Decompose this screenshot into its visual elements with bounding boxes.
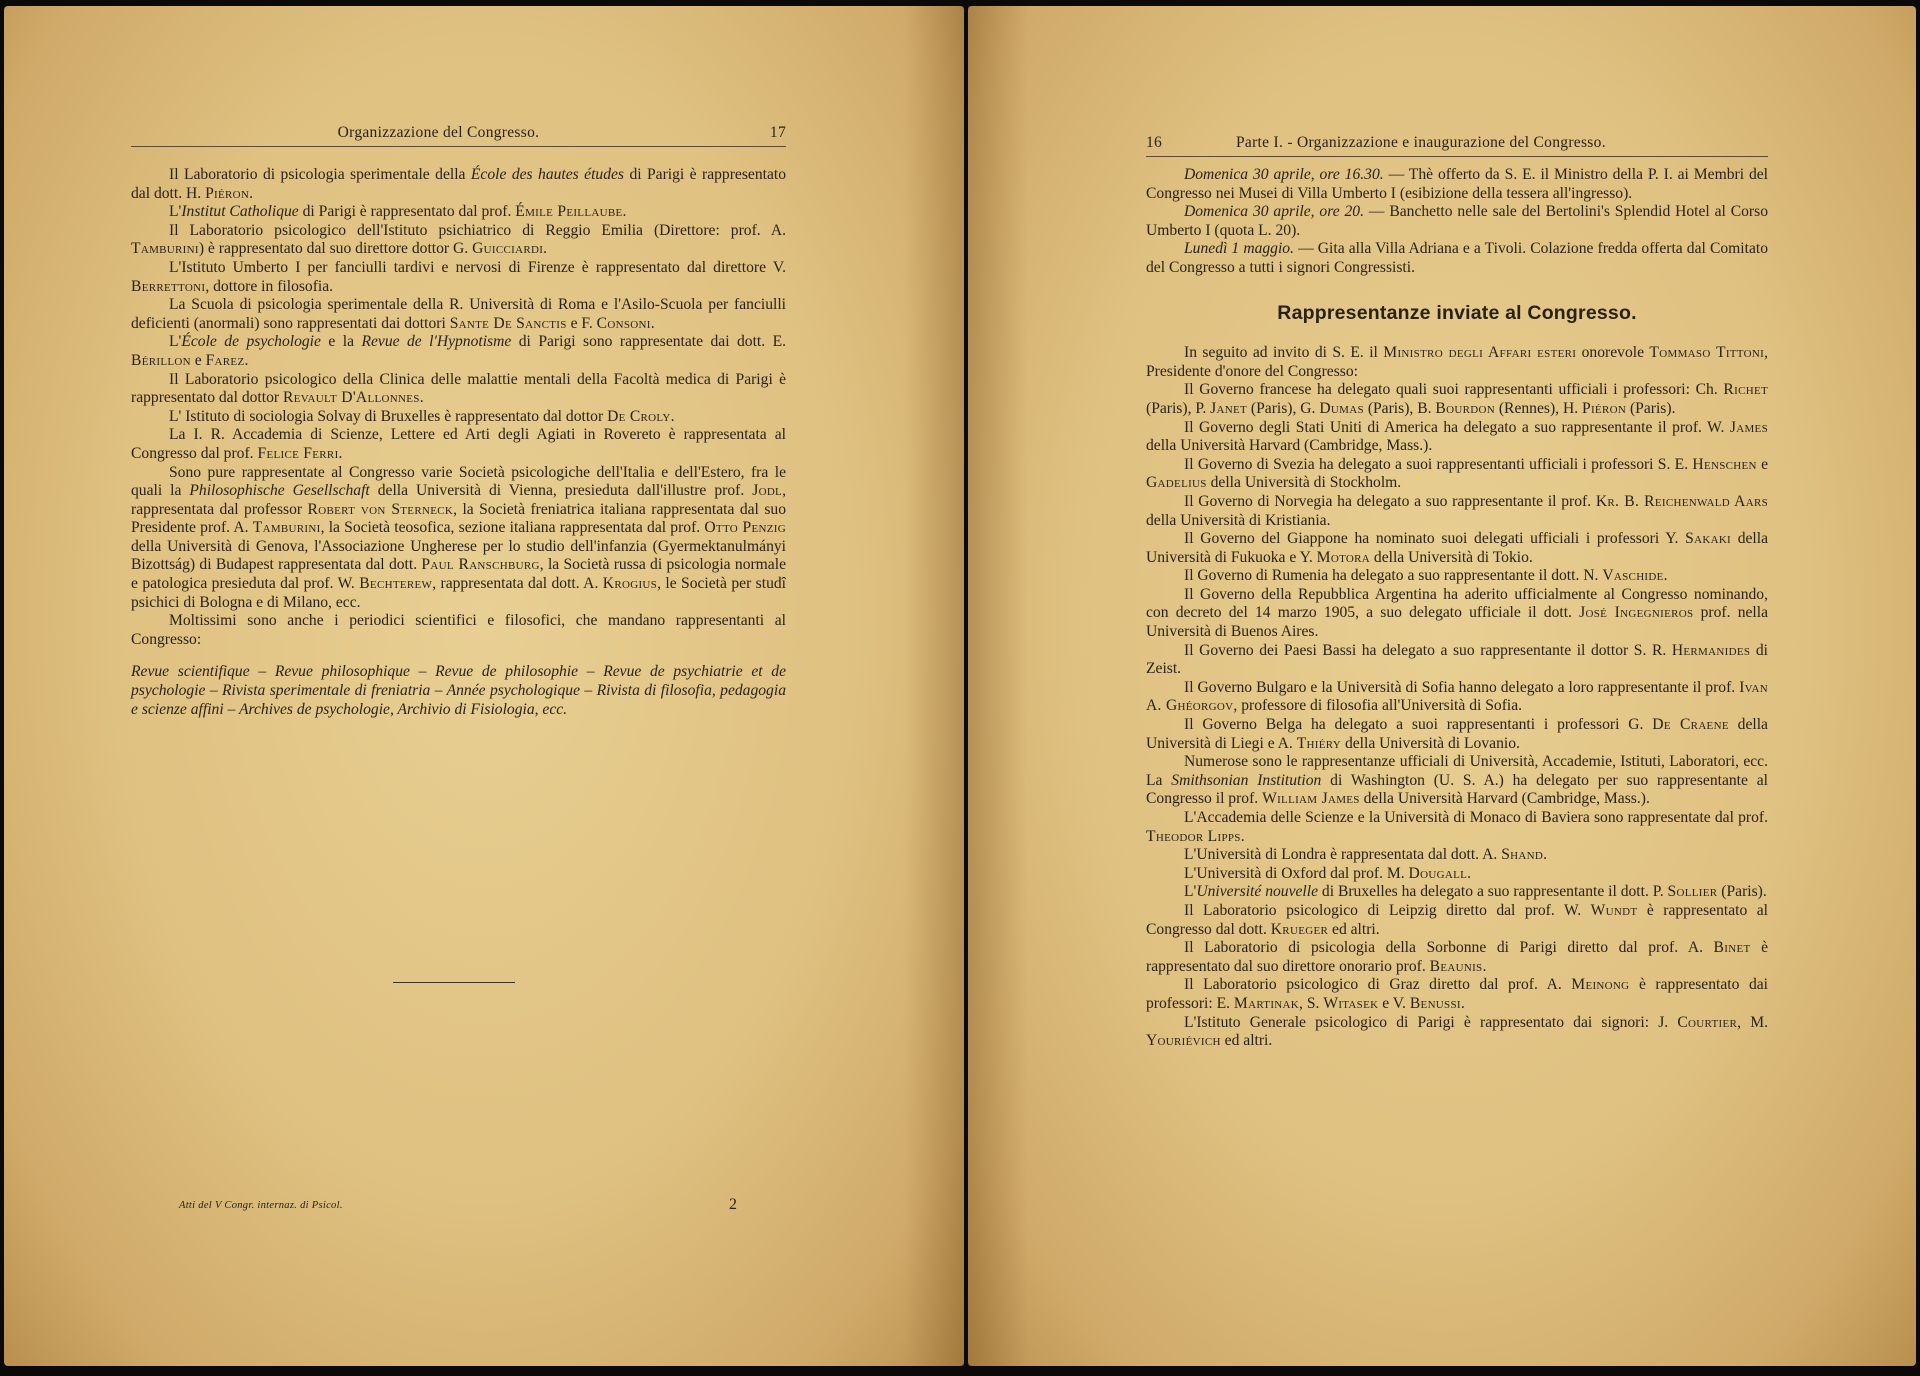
paragraph: L'Università di Londra è rappresentata dal dott. A. Shand. <box>1184 846 1548 864</box>
small-caps-name: Sakaki <box>1685 530 1732 548</box>
small-caps-name: Felice Ferri <box>257 444 339 462</box>
journals-list: Revue scientifique – Revue philosophique – Revue de philosophie – Revue de psychiatrie et de psychologie – Rivista sperimentale di freniatria – Année psychologique – Rivista di filosofia, pedagogia e scienze affini – Archives de psychologie, Archivio di Fisiologia, ecc. <box>131 663 786 718</box>
small-caps-name: Beaunis <box>1429 957 1483 975</box>
small-caps-name: Benussi <box>1409 994 1461 1012</box>
small-caps-name: Piéron <box>1582 399 1627 417</box>
running-head-title: Parte I. - Organizzazione e inaugurazione del Congresso. <box>1236 134 1606 151</box>
paragraph: L'Istituto Umberto I per fanciulli tardivi e nervosi di Firenze è rappresentato dal direttore V. Berrettoni, dottore in filosofia. <box>131 258 786 295</box>
paragraph: Il Governo degli Stati Uniti di America ha delegato a suo rappresentante il prof. W. James della Università Harvard (Cambridge, Mass.). <box>1146 418 1768 455</box>
running-head-right <box>1146 134 1768 157</box>
italic-text: Université nouvelle <box>1196 883 1319 901</box>
small-caps-name: Thiéry <box>1296 734 1342 752</box>
small-caps-name: Robert von Sterneck <box>307 500 454 518</box>
paragraph: In seguito ad invito di S. E. il Ministro degli Affari esteri onorevole Tommaso Tittoni, Presidente d'onore del Congresso: <box>1146 344 1768 380</box>
paragraph: Il Governo di Svezia ha delegato a suoi rappresentanti ufficiali i professori S. E. Henschen e Gadelius della Università di Stockholm. <box>1146 455 1768 492</box>
paragraph: Sono pure rappresentate al Congresso varie Società psicologiche dell'Italia e dell'Estero, fra le quali la Philosophische Gesellschaft della Università di Vienna, presieduta dall'illustre prof. Jodl, rappresentata dal professor Robert von Sterneck, la Società freniatrica italiana rappresentata dal suo Presidente prof. A. Tamburini, la Società teosofica, sezione italiana rappresentata dal prof. Otto Penzig della Università di Genova, l'Associazione Ungherese per lo studio dell'infanzia (Gyermektanulmányi Bizottság) di Budapest rappresentata dal dott. Paul Ranschburg, la Società russa di psicologia normale e patologica presieduta dal prof. W. Bechterew, rappresentata dal dott. A. Krogius, le Società per studî psichici di Bologna e di Milano, ecc. <box>131 463 786 611</box>
small-caps-name: Janet <box>1210 399 1248 417</box>
small-caps-name: Wundt <box>1590 901 1638 919</box>
small-caps-name: Ministro degli Affari esteri <box>1383 344 1577 362</box>
small-caps-name: Dumas <box>1319 399 1364 417</box>
paragraph: L'École de psychologie e la Revue de l'Hypnotisme di Parigi sono rappresentate dai dott. E. Bérillon e Farez. <box>131 333 787 369</box>
small-caps-name: Courtier <box>1677 1013 1738 1031</box>
italic-text: Lunedì 1 maggio. <box>1184 240 1294 258</box>
small-caps-name: Paul Ranschburg <box>421 556 540 574</box>
paragraph: Il Governo Bulgaro e la Università di Sofia hanno delegato a loro rappresentante il prof. Ivan A. Ghéorgov, professore di filosofia all'Università di Sofia. <box>1146 678 1768 715</box>
paragraph: Moltissimi sono anche i periodici scientifici e filosofici, che mandano rappresentanti al Congresso: <box>131 612 786 648</box>
small-caps-name: William James <box>1262 790 1360 808</box>
small-caps-name: Émile Peillaube <box>515 203 623 221</box>
paragraph: Il Governo Belga ha delegato a suoi rappresentanti i professori G. De Craene della Università di Liegi e A. Thiéry della Università di Lovanio. <box>1146 716 1768 752</box>
small-caps-name: Guicciardi <box>472 240 544 258</box>
italic-text: Domenica 30 aprile, ore 20. <box>1184 203 1364 221</box>
small-caps-name: Henschen <box>1692 455 1757 473</box>
paragraph: L'Institut Catholique di Parigi è rappresentato dal prof. Émile Peillaube. <box>169 203 627 221</box>
page-number: 17 <box>769 124 786 141</box>
left-paragraphs <box>131 166 786 649</box>
left-text-column <box>131 166 786 719</box>
italic-text: École de psychologie <box>181 333 321 351</box>
small-caps-name: Hermanides <box>1671 641 1751 659</box>
italic-text: Revue de l'Hypnotisme <box>361 333 512 351</box>
paragraph: L'Université nouvelle di Bruxelles ha delegato a suo rappresentante il dott. P. Sollier (Paris). <box>1184 883 1767 901</box>
paragraph: Il Laboratorio psicologico della Clinica delle malattie mentali della Facoltà medica di Parigi è rappresentato dal dottor Revault D'Allonnes. <box>131 370 786 407</box>
small-caps-name: Witasek <box>1323 994 1379 1012</box>
paragraph: Il Governo della Repubblica Argentina ha aderito ufficialmente al Congresso nominando, con decreto del 14 marzo 1905, a suo delegato ufficiale il dott. José Ingegnieros prof. nella Università di Buenos Aires. <box>1146 585 1768 641</box>
small-caps-name: Binet <box>1713 939 1751 957</box>
paragraph: Il Laboratorio di psicologia sperimentale della École des hautes études di Parigi è rappresentato dal dott. H. Piéron. <box>131 166 787 202</box>
right-text-column <box>1146 166 1768 1051</box>
small-caps-name: Bérillon <box>131 351 191 369</box>
small-caps-name: Meinong <box>1571 976 1630 994</box>
small-caps-name: James <box>1729 418 1768 436</box>
small-caps-name: Krueger <box>1270 920 1329 938</box>
small-caps-name: Ivan A. Ghéorgov <box>1146 678 1768 715</box>
signature-number: 2 <box>729 1196 737 1213</box>
small-caps-name: Tamburini <box>252 519 321 537</box>
paragraph: Il Laboratorio psicologico di Leipzig diretto dal prof. W. Wundt è rappresentato al Congresso dal dott. Krueger ed altri. <box>1146 901 1768 938</box>
small-caps-name: Youriévich <box>1146 1032 1221 1050</box>
small-caps-name: Shand <box>1501 846 1544 864</box>
paragraph: Il Laboratorio psicologico dell'Istituto psichiatrico di Reggio Emilia (Direttore: prof. A. Tamburini) è rappresentato dal suo direttore dottor G. Guicciardi. <box>131 221 786 258</box>
section-end-rule <box>393 982 515 983</box>
paragraph: Il Governo del Giappone ha nominato suoi delegati ufficiali i professori Y. Sakaki della Università di Fukuoka e Y. Motora della Università di Tokio. <box>1146 530 1769 566</box>
running-head-title: Organizzazione del Congresso. <box>337 124 540 141</box>
small-caps-name: Richet <box>1723 381 1768 399</box>
small-caps-name: De Croly <box>607 407 671 425</box>
small-caps-name: Theodor Lipps <box>1146 827 1241 845</box>
paragraph: Il Governo di Norvegia ha delegato a suo rappresentante il prof. Kr. B. Reichenwald Aars della Università di Kristiania. <box>1146 492 1769 529</box>
italic-text: Institut Catholique <box>181 203 299 221</box>
footer-signature: Atti del V Congr. internaz. di Psicol. <box>179 1200 343 1211</box>
schedule-entry: Lunedì 1 maggio. — Gita alla Villa Adriana e a Tivoli. Colazione fredda offerta dal Comitato del Congresso a tutti i signori Congressisti. <box>1146 240 1768 276</box>
paragraph: Numerose sono le rappresentanze ufficiali di Università, Accademie, Istituti, Laboratori, ecc. La Smithsonian Institution di Washington (U. S. A.) ha delegato per suo rappresentante al Congresso il prof. William James della Università Harvard (Cambridge, Mass.). <box>1146 753 1768 808</box>
paragraph: Il Laboratorio di psicologia della Sorbonne di Parigi diretto dal prof. A. Binet è rappresentato dal suo direttore onorario prof. Beaunis. <box>1146 939 1768 975</box>
small-caps-name: Piéron <box>205 184 250 202</box>
small-caps-name: José Ingegnieros <box>1579 604 1694 622</box>
italic-text: École des hautes études <box>470 166 625 183</box>
small-caps-name: Motora <box>1316 548 1371 566</box>
section-title: Rappresentanze inviate al Congresso. <box>1277 301 1637 324</box>
small-caps-name: Tommaso Tittoni <box>1649 344 1765 362</box>
small-caps-name: Berrettoni <box>131 277 206 295</box>
small-caps-name: Tamburini <box>131 240 199 258</box>
schedule-entry: Domenica 30 aprile, ore 20. — Banchetto nelle sale del Bertolini's Splendid Hotel al Corso Umberto I (quota L. 20). <box>1146 203 1768 239</box>
small-caps-name: Otto Penzig <box>704 519 786 537</box>
small-caps-name: Martinak <box>1233 994 1300 1012</box>
paragraph: Il Governo francese ha delegato quali suoi rappresentanti ufficiali i professori: Ch. Richet (Paris), P. Janet (Paris), G. Dumas (Paris), B. Bourdon (Rennes), H. Piéron (Paris). <box>1146 381 1768 417</box>
small-caps-name: Farez <box>205 351 245 369</box>
right-page <box>968 6 1916 1366</box>
small-caps-name: De Craene <box>1652 716 1729 734</box>
small-caps-name: Consoni <box>596 314 651 332</box>
small-caps-name: Sante De Sanctis <box>449 314 567 332</box>
paragraph: L' Istituto di sociologia Solvay di Bruxelles è rappresentato dal dottor De Croly. <box>169 407 675 425</box>
italic-text: Philosophische Gesellschaft <box>189 482 370 500</box>
paragraph: L'Istituto Generale psicologico di Parigi è rappresentato dai signori: J. Courtier, M. Youriévich ed altri. <box>1146 1013 1769 1050</box>
running-head-left <box>131 124 786 147</box>
left-page <box>4 6 964 1366</box>
small-caps-name: Jodl <box>752 482 783 500</box>
small-caps-name: Kr. B. Reichenwald Aars <box>1595 492 1769 510</box>
small-caps-name: Dougall <box>1408 864 1468 882</box>
right-paragraphs <box>1146 344 1768 1051</box>
paragraph: Il Governo dei Paesi Bassi ha delegato a suo rappresentante il dottor S. R. Hermanides di Zeist. <box>1146 641 1768 678</box>
paragraph: Il Governo di Rumenia ha delegato a suo rappresentante il dott. N. Vaschide. <box>1184 567 1668 585</box>
small-caps-name: Bourdon <box>1435 399 1495 417</box>
small-caps-name: Bechterew <box>359 575 433 593</box>
paragraph: La I. R. Accademia di Scienze, Lettere ed Arti degli Agiati in Rovereto è rappresentata al Congresso dal prof. Felice Ferri. <box>131 426 786 462</box>
paragraph: La Scuola di psicologia sperimentale della R. Università di Roma e l'Asilo-Scuola per fanciulli deficienti (anormali) sono rappresentati dai dottori Sante De Sanctis e F. Consoni. <box>131 296 786 332</box>
schedule-entry: Domenica 30 aprile, ore 16.30. — Thè offerto da S. E. il Ministro della P. I. ai Membri del Congresso nei Musei di Villa Umberto I (esibizione della tessera all'ingresso). <box>1146 166 1768 202</box>
paragraph: L'Università di Oxford dal prof. M. Dougall. <box>1184 864 1472 882</box>
small-caps-name: Gadelius <box>1146 474 1207 492</box>
small-caps-name: Krogius <box>602 575 658 593</box>
paragraph: Il Laboratorio psicologico di Graz diretto dal prof. A. Meinong è rappresentato dai professori: E. Martinak, S. Witasek e V. Benussi. <box>1146 976 1768 1012</box>
italic-text: Domenica 30 aprile, ore 16.30. <box>1184 166 1384 183</box>
small-caps-name: Vaschide <box>1602 567 1664 585</box>
event-schedule <box>1146 166 1768 278</box>
paragraph: L'Accademia delle Scienze e la Università di Monaco di Baviera sono rappresentate dal prof. Theodor Lipps. <box>1146 809 1768 845</box>
italic-text: Smithsonian Institution <box>1171 771 1322 789</box>
small-caps-name: Revault D'Allonnes <box>283 389 420 407</box>
small-caps-name: Sollier <box>1667 883 1718 901</box>
page-number: 16 <box>1146 134 1163 151</box>
